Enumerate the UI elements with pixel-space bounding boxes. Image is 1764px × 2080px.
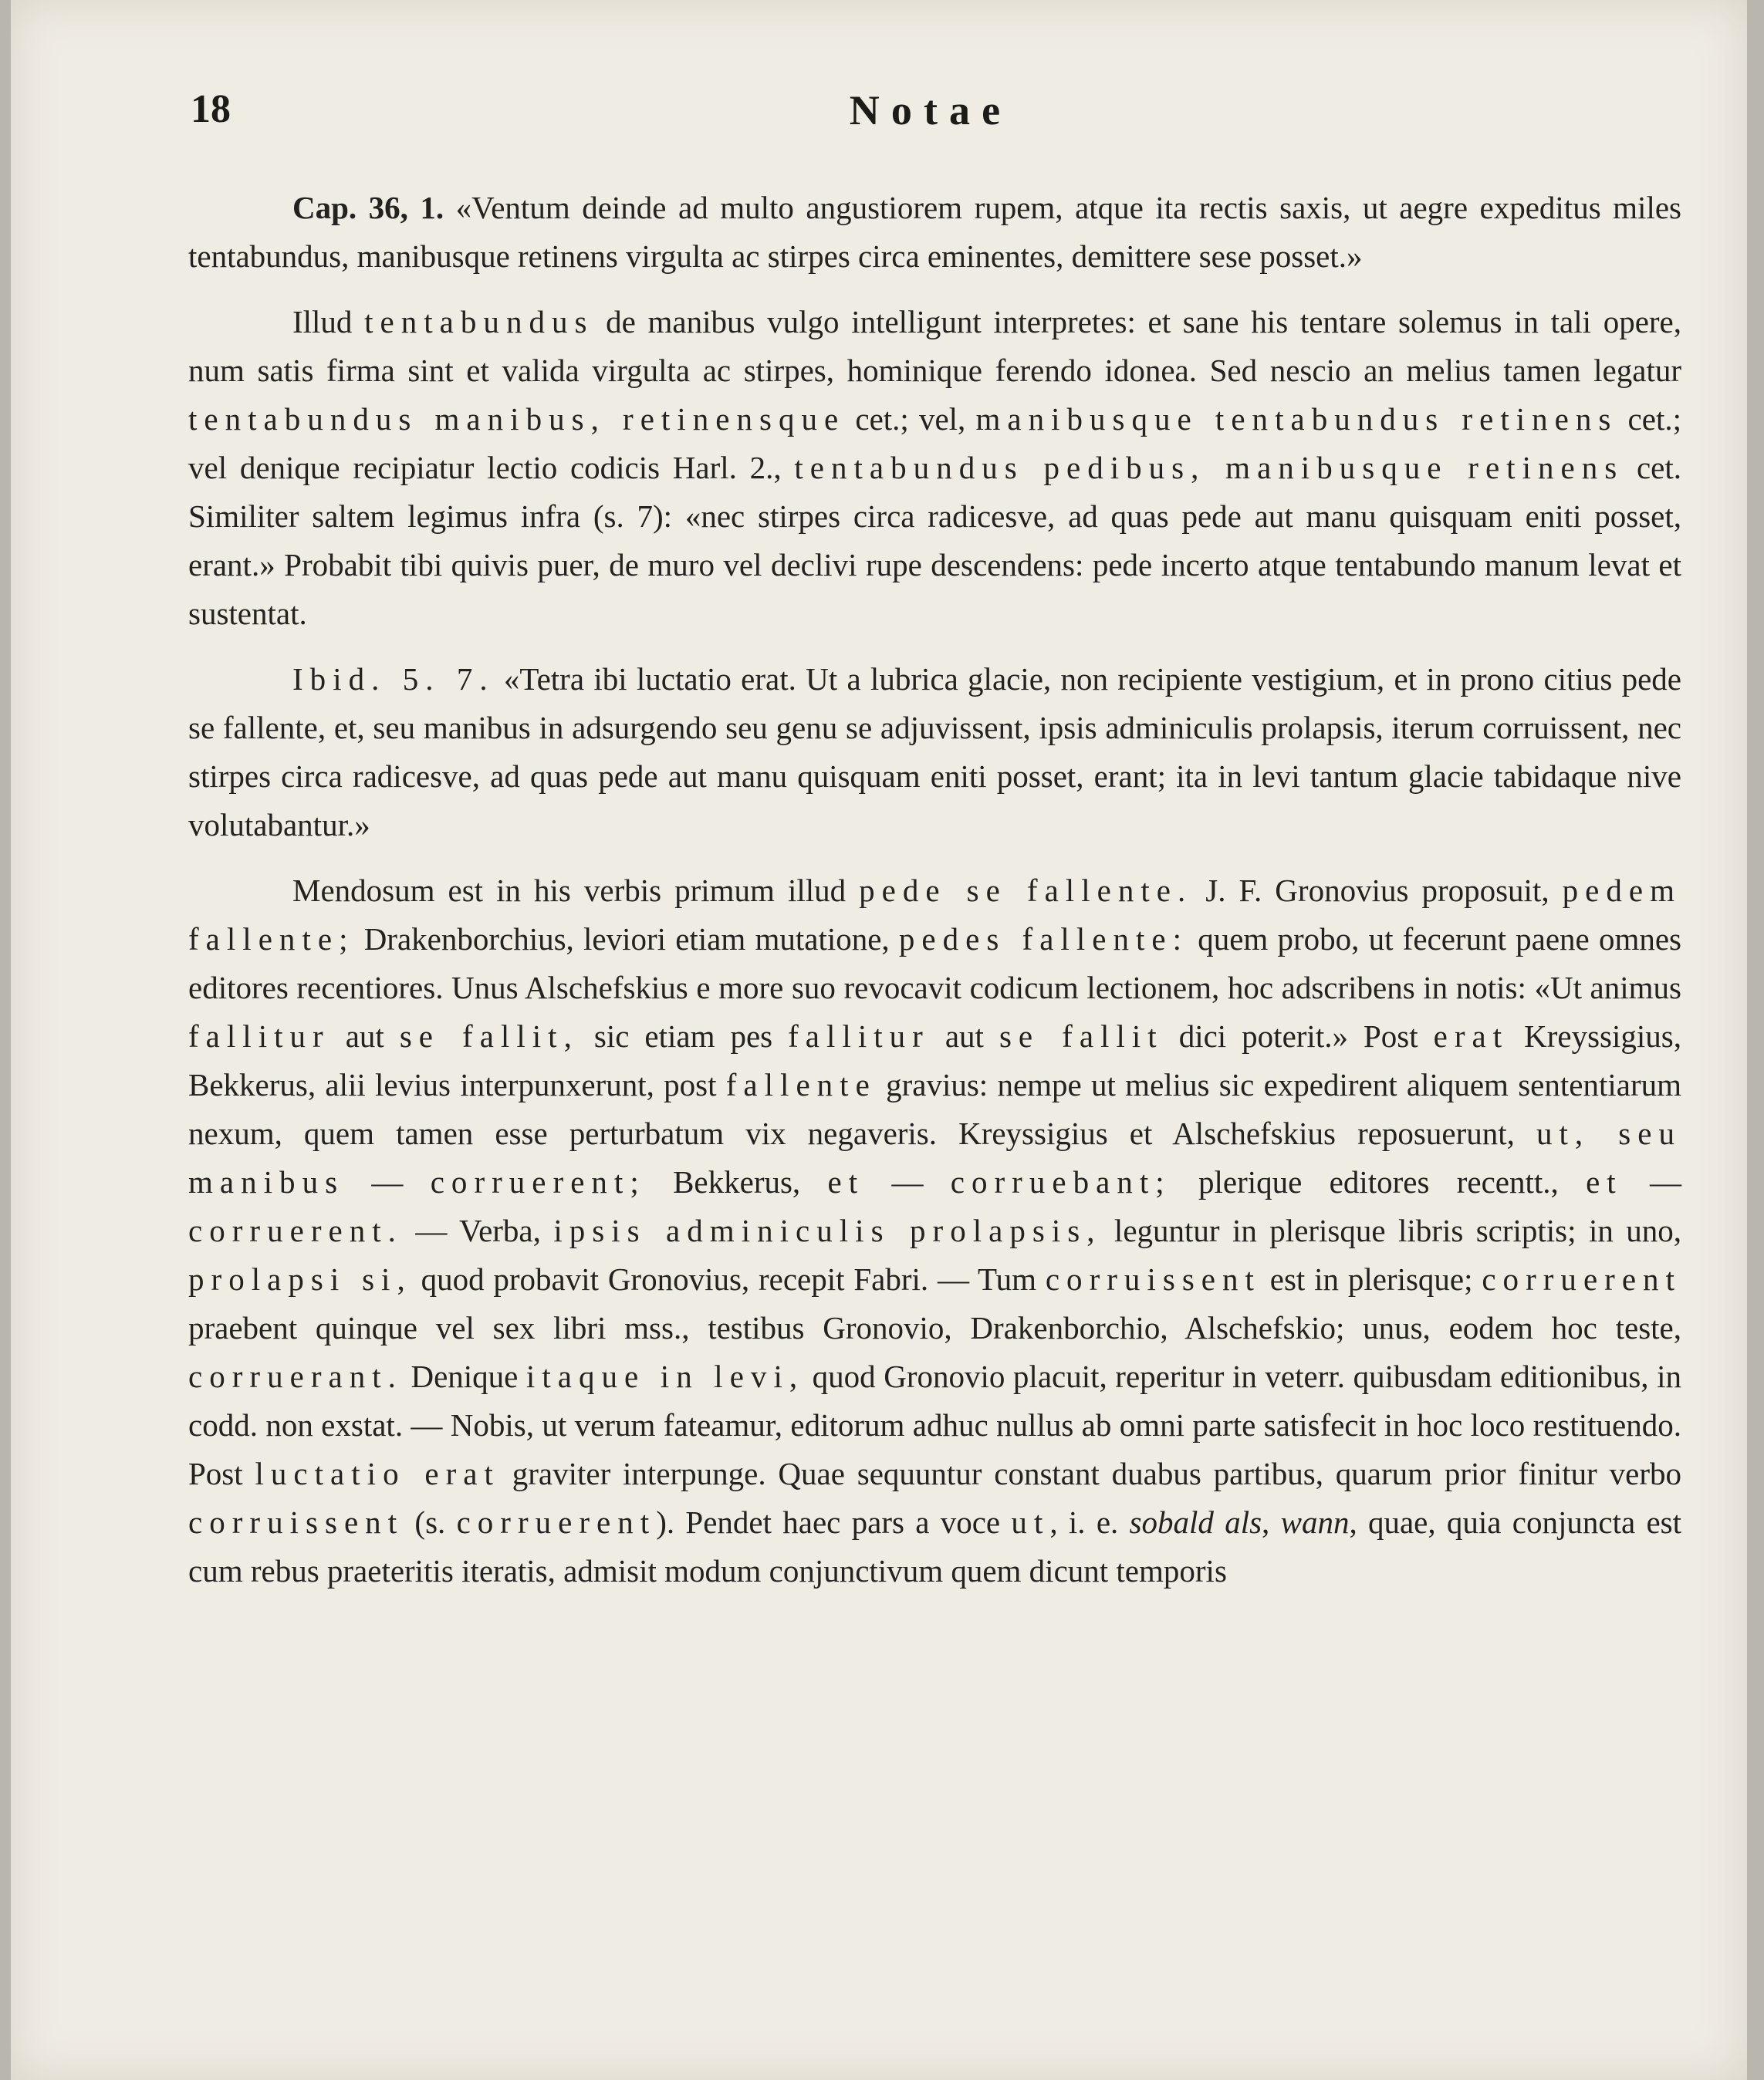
text-run: fallitur [788, 1018, 930, 1054]
paragraph-mendosum [188, 866, 1681, 1595]
text-run: ut, seu manibus [188, 1116, 1681, 1200]
text-run: luctatio erat [255, 1456, 500, 1491]
text-run: Bekkerus, [645, 1164, 828, 1200]
text-run: «Tetra ibi luctatio erat. Ut a lubrica glacie, non recipiente vestigium, et in prono citius pede se fallente, et, seu manibus in adsurgendo seu genu se adjuvissent, ipsis adminiculis prolapsis, iterum corruissent, nec stirpes circa radicesve, ad quas pede aut manu quisquam eniti posset, erant; ita in levi tantum glacie tabidaque nive volutabantur.» [188, 661, 1681, 842]
text-run: pedes fallente: [898, 921, 1189, 957]
text-run: , i. e. [1049, 1504, 1130, 1540]
paragraph-tentabundus [188, 298, 1681, 638]
text-run: tentabundus manibus, retinensque [188, 401, 846, 437]
text-run: Kreyssigius, Bekkerus, alii levius interpunxerunt, post [188, 1018, 1681, 1102]
paragraph-cap-36 [188, 184, 1681, 281]
text-run: itaque in levi, [525, 1359, 805, 1394]
text-run: corruerent [1482, 1261, 1681, 1297]
text-run: fallente [725, 1067, 877, 1102]
text-run: dici poterit.» Post [1163, 1018, 1434, 1054]
text-run: aut [929, 1018, 999, 1054]
text-run: fallitur [188, 1018, 330, 1054]
text-run: , quae, quia conjuncta est cum rebus praeteritis iteratis, admisit modum conjunctivum quem dicunt temporis [188, 1504, 1682, 1589]
text-run: — [344, 1164, 431, 1200]
text-run: sic etiam pes [578, 1018, 789, 1054]
book-page [11, 0, 1747, 2080]
text-run: quod probavit Gronovius, recepit Fabri. — Tum [411, 1261, 1046, 1297]
text-run: Denique [402, 1359, 526, 1394]
text-run: praebent quinque vel sex libri mss., testibus Gronovio, Drakenborchio, Alschefskio; unus, eodem hoc teste, [188, 1310, 1681, 1346]
text-run: — Verba, [402, 1213, 554, 1248]
text-run: corruerent [456, 1504, 657, 1540]
text-run: corruerent; [430, 1164, 646, 1200]
text-run: et [1586, 1164, 1623, 1200]
text-run: manibusque tentabundus retinens [975, 401, 1618, 437]
text-run: se fallit [999, 1018, 1164, 1054]
text-run: corruissent [1045, 1261, 1261, 1297]
text-run: — [1622, 1164, 1682, 1200]
text-run: de manibus vulgo intelligunt interpretes: et sane his tentare solemus in tali opere, num satis firma sint et valida virgulta ac stirpes, hominique ferendo idonea. Sed nescio an melius tamen legatur [188, 304, 1682, 388]
text-run: corruissent [188, 1504, 404, 1540]
text-run: et [827, 1164, 865, 1200]
text-run: leguntur in plerisque libris scriptis; in uno, [1101, 1213, 1682, 1248]
text-run: sobald als [1129, 1504, 1262, 1540]
text-run: corruerent. [188, 1213, 403, 1248]
text-run: se fallit, [399, 1018, 579, 1054]
text-run: prolapsi si, [188, 1261, 412, 1297]
text-run: Ibid. 5. 7. [292, 661, 495, 697]
text-run: Drakenborchius, leviori etiam mutatione, [354, 921, 899, 957]
text-run: erat [1433, 1018, 1509, 1054]
text-run: ). Pendet haec pars a voce [656, 1504, 1012, 1540]
text-run: cet.; vel denique recipiatur lectio codicis Harl. 2., [188, 401, 1681, 485]
text-run: (s. [404, 1504, 457, 1540]
text-run: wann [1280, 1504, 1350, 1540]
text-run: , [1262, 1504, 1281, 1540]
text-run: graviter interpunge. Quae sequuntur constant duabus partibus, quarum prior finitur verbo [499, 1456, 1681, 1491]
text-run: ut [1011, 1504, 1050, 1540]
text-run: Illud [292, 304, 365, 339]
text-run: tentabundus pedibus, manibusque retinens [794, 450, 1624, 485]
text-run: cet. Similiter saltem legimus infra (s. 7): «nec stirpes circa radicesve, ad quas pede aut manu quisquam eniti posset, erant.» Probabit tibi quivis puer, de muro vel declivi rupe descendens: pede incerto atque tentabundo manum levat et sustentat. [188, 450, 1681, 631]
text-run: quod Gronovio placuit, reperitur in veterr. quibusdam editionibus, in codd. non exstat. — Nobis, ut verum fateamur, editorum adhuc nullus ab omni parte satisfecit in hoc loco restituendo. Post [188, 1359, 1681, 1491]
text-run: tentabundus [364, 304, 594, 339]
text-run: pede se fallente. [859, 873, 1193, 908]
text-run: Mendosum est in his verbis primum illud [292, 873, 860, 908]
text-run: quem probo, ut fecerunt paene omnes editores recentiores. Unus Alschefskius e more suo revocavit codicum lectionem, hoc adscribens in notis: «Ut animus [188, 921, 1681, 1005]
text-run: aut [329, 1018, 400, 1054]
text-run: gravius: nempe ut melius sic expedirent aliquem sententiarum nexum, quem tamen esse perturbatum vix negaveris. Kreyssigius et Alschefskius reposuerunt, [188, 1067, 1681, 1151]
text-run: — [864, 1164, 951, 1200]
running-title: Notae [849, 87, 1012, 133]
text-run: est in plerisque; [1260, 1261, 1482, 1297]
text-run: cet.; vel, [845, 401, 976, 437]
body-text [188, 184, 1681, 1595]
text-run: J. F. Gronovius proposuit, [1192, 873, 1563, 908]
page-number: 18 [191, 87, 231, 131]
text-run: corruerant. [188, 1359, 403, 1394]
text-run: pedem fallente; [188, 873, 1681, 957]
text-run: corruebant; [950, 1164, 1171, 1200]
text-run: Cap. 36, 1. [292, 190, 444, 225]
page-header [179, 86, 1682, 140]
paragraph-ibid [188, 655, 1681, 849]
text-run: «Ventum deinde ad multo angustiorem rupem, atque ita rectis saxis, ut aegre expeditus miles tentabundus, manibusque retinens virgulta ac stirpes circa eminentes, demittere sese posset.» [188, 190, 1681, 274]
text-run: plerique editores recentt., [1171, 1164, 1587, 1200]
text-run: ipsis adminiculis prolapsis, [553, 1213, 1102, 1248]
